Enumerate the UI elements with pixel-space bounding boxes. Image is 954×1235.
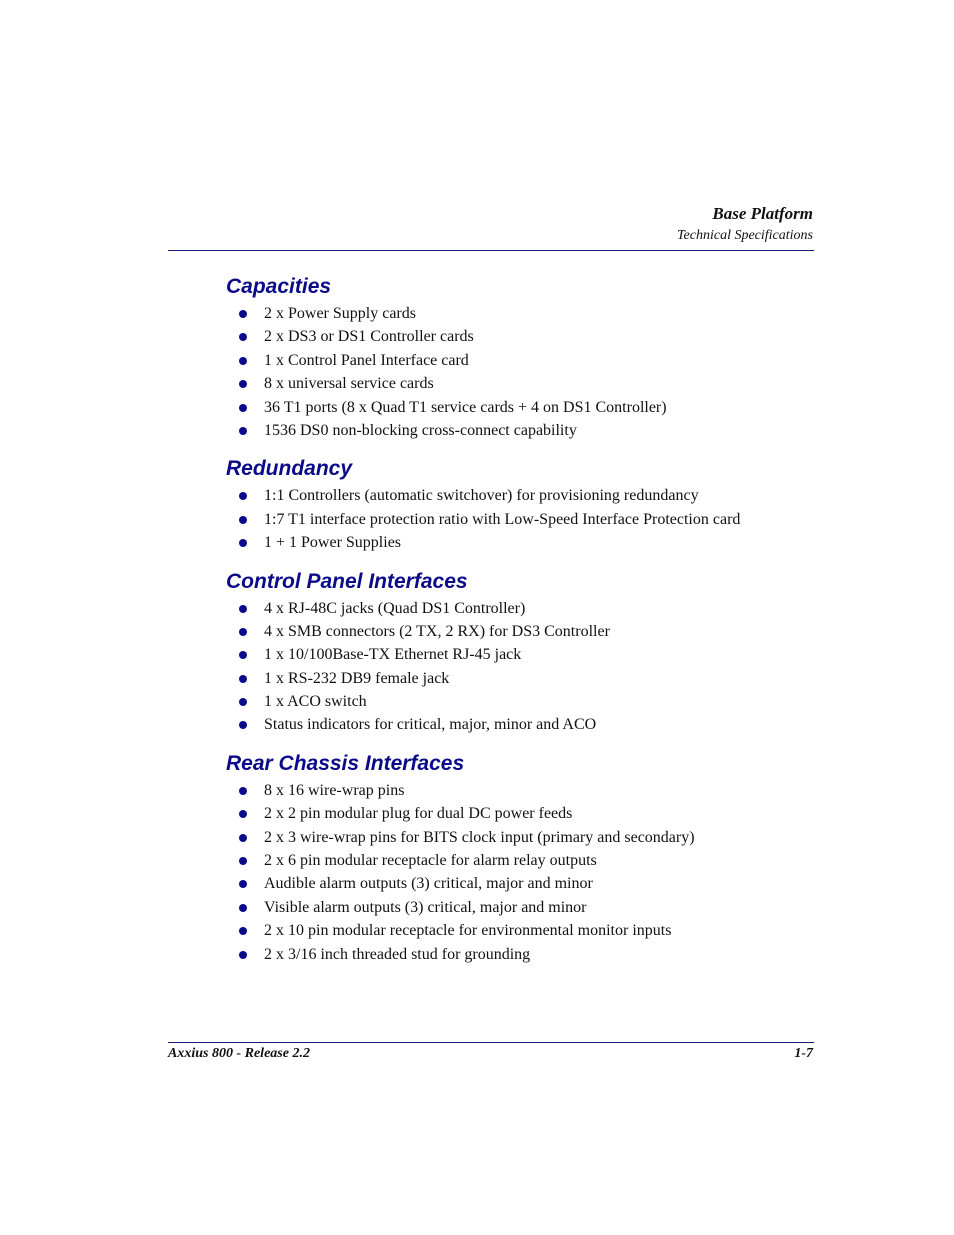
list-item (226, 620, 806, 643)
running-header-title: Base Platform (712, 204, 813, 223)
bullet-icon (239, 516, 247, 524)
bullet-icon (239, 951, 247, 959)
list-item (226, 508, 806, 531)
list-item-text: 2 x 6 pin modular receptacle for alarm relay outputs (264, 852, 597, 870)
list-item (226, 802, 806, 825)
section-control-panel-interfaces (226, 567, 806, 737)
section-heading: Redundancy (226, 457, 353, 481)
list-item-text: 8 x 16 wire-wrap pins (264, 781, 405, 799)
list-item (226, 643, 806, 666)
list-item-text: 8 x universal service cards (264, 375, 434, 393)
bullet-icon (239, 810, 247, 818)
list-item-text: 1:1 Controllers (automatic switchover) for provisioning redundancy (264, 487, 699, 505)
page-content (226, 272, 806, 978)
list-item-text: 1:7 T1 interface protection ratio with Low-Speed Interface Protection card (264, 510, 741, 528)
list-item (226, 419, 806, 442)
footer-product: Axxius 800 - Release 2.2 (168, 1046, 310, 1061)
list-item-text: Visible alarm outputs (3) critical, major and minor (264, 898, 587, 916)
footer-rule (168, 1042, 814, 1043)
bullet-icon (239, 427, 247, 435)
bullet-list (226, 597, 806, 737)
bullet-icon (239, 927, 247, 935)
bullet-icon (239, 880, 247, 888)
list-item-text: 1 x RS-232 DB9 female jack (264, 669, 450, 687)
bullet-icon (239, 651, 247, 659)
bullet-icon (239, 357, 247, 365)
list-item-text: 2 x 3 wire-wrap pins for BITS clock input (primary and secondary) (264, 828, 695, 846)
list-item (226, 302, 806, 325)
bullet-icon (239, 675, 247, 683)
section-rear-chassis-interfaces (226, 749, 806, 966)
list-item-text: 1 x ACO switch (264, 693, 367, 711)
bullet-icon (239, 698, 247, 706)
bullet-list (226, 302, 806, 442)
list-item-text: 2 x Power Supply cards (264, 305, 416, 322)
list-item-text: Audible alarm outputs (3) critical, major and minor (264, 875, 593, 893)
bullet-icon (239, 834, 247, 842)
list-item (226, 849, 806, 872)
header-rule (168, 250, 814, 251)
list-item-text: 2 x 2 pin modular plug for dual DC power feeds (264, 805, 573, 823)
list-item (226, 349, 806, 372)
bullet-icon (239, 333, 247, 341)
list-item (226, 372, 806, 395)
list-item (226, 531, 806, 554)
bullet-icon (239, 380, 247, 388)
bullet-icon (239, 404, 247, 412)
page-number: 1-7 (794, 1046, 813, 1061)
list-item (226, 484, 806, 507)
list-item-text: 1 + 1 Power Supplies (264, 534, 402, 552)
bullet-icon (239, 904, 247, 912)
section-heading: Rear Chassis Interfaces (226, 751, 465, 775)
bullet-icon (239, 721, 247, 729)
bullet-icon (239, 492, 247, 500)
bullet-list (226, 779, 806, 966)
list-item (226, 713, 806, 736)
bullet-list (226, 484, 806, 554)
list-item-text: Status indicators for critical, major, minor and ACO (264, 716, 597, 734)
list-item (226, 826, 806, 849)
section-redundancy (226, 454, 806, 554)
list-item-text: 4 x SMB connectors (2 TX, 2 RX) for DS3 Controller (264, 622, 610, 640)
list-item-text: 1 x Control Panel Interface card (264, 351, 469, 369)
section-heading: Capacities (226, 275, 332, 298)
list-item-text: 4 x RJ-48C jacks (Quad DS1 Controller) (264, 599, 526, 617)
list-item-text: 2 x DS3 or DS1 Controller cards (264, 328, 474, 346)
bullet-icon (239, 857, 247, 865)
list-item (226, 896, 806, 919)
bullet-icon (239, 310, 247, 318)
section-capacities (226, 272, 806, 442)
list-item-text: 2 x 3/16 inch threaded stud for grounding (264, 945, 531, 963)
list-item-text: 2 x 10 pin modular receptacle for environmental monitor inputs (264, 922, 672, 940)
bullet-icon (239, 628, 247, 636)
running-header-subtitle: Technical Specifications (677, 228, 813, 243)
list-item-text: 36 T1 ports (8 x Quad T1 service cards + 4 on DS1 Controller) (264, 398, 667, 416)
list-item (226, 943, 806, 966)
list-item (226, 690, 806, 713)
list-item (226, 597, 806, 620)
bullet-icon (239, 539, 247, 547)
list-item-text: 1536 DS0 non-blocking cross-connect capability (264, 421, 577, 439)
list-item (226, 919, 806, 942)
list-item-text: 1 x 10/100Base-TX Ethernet RJ-45 jack (264, 646, 522, 664)
list-item (226, 396, 806, 419)
list-item (226, 872, 806, 895)
bullet-icon (239, 787, 247, 795)
list-item (226, 325, 806, 348)
bullet-icon (239, 605, 247, 613)
section-heading: Control Panel Interfaces (226, 569, 468, 593)
list-item (226, 779, 806, 802)
list-item (226, 667, 806, 690)
